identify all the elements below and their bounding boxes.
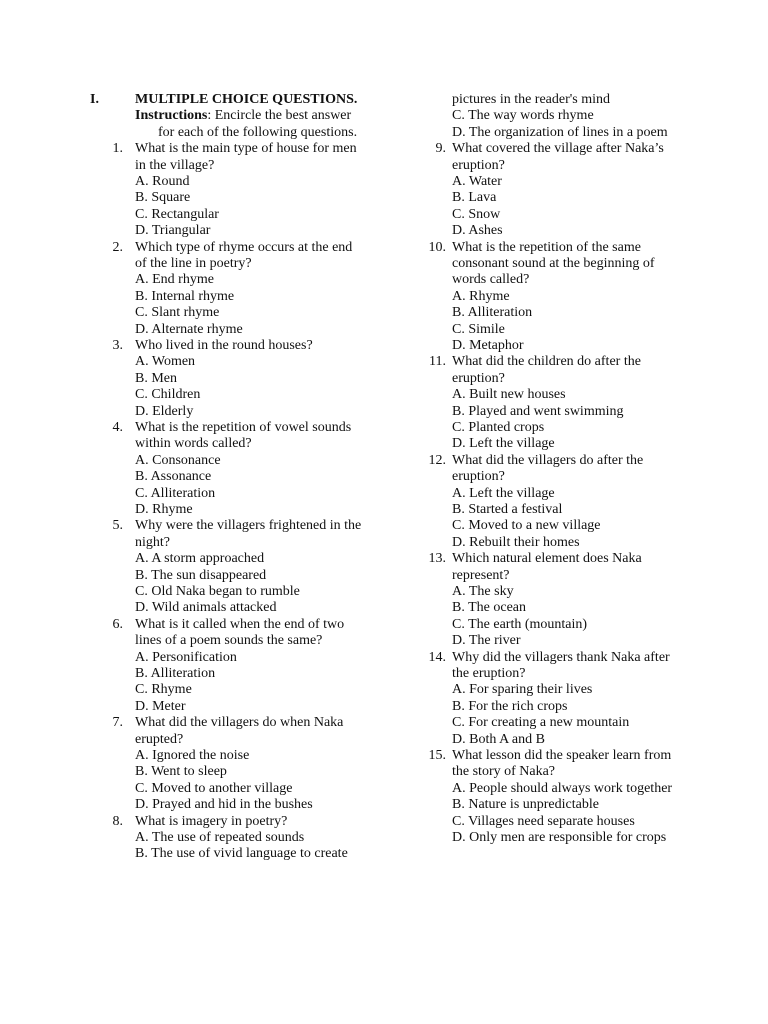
question-text: the eruption? (452, 666, 526, 681)
question-text: words called? (452, 272, 530, 288)
question-text: Who lived in the round houses? (135, 338, 313, 353)
answer-option: A. Ignored the noise (135, 748, 250, 763)
question-number: 12. (428, 452, 446, 468)
answer-option: A. Water (452, 174, 502, 189)
answer-option: A. For sparing their lives (452, 682, 593, 698)
answer-option: A. Round (135, 174, 190, 189)
question-number: 15. (428, 748, 446, 763)
question-text: represent? (452, 567, 510, 583)
answer-option: C. The way words rhyme (452, 108, 594, 124)
answer-option: C. Children (135, 387, 201, 403)
question-number: 1. (112, 141, 123, 157)
question-text: What is the repetition of the same (452, 239, 641, 255)
answer-option: C. Slant rhyme (135, 305, 220, 321)
answer-option: D. The organization of lines in a poem (452, 124, 668, 140)
answer-option: A. Rhyme (452, 288, 510, 304)
answer-option: B. Alliteration (452, 305, 533, 321)
answer-option: C. Snow (452, 206, 501, 222)
answer-option: D. Meter (135, 698, 186, 714)
answer-option: A. Built new houses (452, 387, 566, 403)
question-number: 9. (435, 141, 446, 157)
answer-option: B. The ocean (452, 600, 526, 616)
question-text: Which natural element does Naka (452, 551, 642, 567)
answer-option: A. A storm approached (135, 551, 265, 567)
answer-option: C. The earth (mountain) (452, 616, 588, 632)
question-text: What is the repetition of vowel sounds (135, 420, 352, 435)
answer-option: D. Ashes (452, 223, 503, 239)
question-text: What covered the village after Naka’s (452, 141, 664, 157)
question-number: 13. (428, 551, 446, 567)
question-number: 6. (112, 616, 123, 632)
answer-option: C. Moved to another village (135, 780, 293, 796)
question-text: within words called? (135, 436, 252, 452)
question-number: 2. (112, 239, 123, 255)
question-text: What is the main type of house for men (135, 141, 357, 157)
answer-option: A. People should always work together (452, 780, 673, 796)
answer-option: D. Rebuilt their homes (452, 534, 580, 550)
answer-option: C. Simile (452, 321, 505, 337)
question-text: Why did the villagers thank Naka after (452, 649, 670, 665)
answer-option: C. Planted crops (452, 420, 545, 435)
section-numeral: I. (90, 92, 99, 107)
answer-option: B. Square (135, 190, 191, 206)
question-text: consonant sound at the beginning of (452, 256, 655, 271)
question-text: of the line in poetry? (135, 256, 252, 271)
answer-option: C. Old Naka began to rumble (135, 584, 300, 599)
question-number: 8. (112, 813, 123, 829)
question-text: What did the children do after the (452, 354, 641, 370)
question-number: 3. (112, 338, 123, 353)
question-text: erupted? (135, 731, 184, 747)
question-text: What did the villagers do when Naka (135, 715, 344, 731)
answer-option: A. Personification (135, 649, 237, 665)
question-text: What lesson did the speaker learn from (452, 748, 672, 763)
question-number: 14. (428, 649, 446, 665)
question-number: 4. (112, 420, 123, 435)
question-text: Which type of rhyme occurs at the end (135, 239, 353, 255)
answer-option: A. Consonance (135, 452, 221, 468)
answer-option: B. Started a festival (452, 502, 563, 517)
question-text: pictures in the reader's mind (452, 92, 611, 107)
instructions (135, 108, 351, 124)
answer-option: B. Nature is unpredictable (452, 797, 599, 813)
answer-option: D. Wild animals attacked (135, 600, 277, 616)
answer-option: D. Both A and B (452, 731, 545, 747)
answer-option: D. Elderly (135, 403, 194, 419)
answer-option: D. Triangular (135, 223, 211, 239)
question-text: the story of Naka? (452, 764, 556, 780)
answer-option: B. Lava (452, 190, 497, 206)
answer-option: D. Prayed and hid in the bushes (135, 797, 313, 813)
question-text: Why were the villagers frightened in the (135, 518, 362, 534)
question-text: in the village? (135, 157, 215, 173)
answer-option: B. Assonance (135, 469, 212, 485)
question-text: eruption? (452, 469, 505, 485)
section-title: MULTIPLE CHOICE QUESTIONS. (135, 92, 358, 107)
answer-option: A. Left the village (452, 485, 555, 501)
instructions-continued: for each of the following questions. (158, 124, 358, 140)
question-text: What is imagery in poetry? (135, 813, 288, 829)
answer-option: D. Rhyme (135, 502, 193, 517)
answer-option: B. Men (135, 370, 177, 386)
question-number: 10. (428, 239, 446, 255)
answer-option: D. Only men are responsible for crops (452, 830, 667, 845)
answer-option: C. Rectangular (135, 206, 219, 222)
question-text: What is it called when the end of two (135, 616, 345, 632)
answer-option: D. Alternate rhyme (135, 321, 243, 337)
instructions-label: Instructions (135, 108, 208, 124)
answer-option: C. Rhyme (135, 682, 192, 698)
question-text: What did the villagers do after the (452, 452, 644, 468)
answer-option: B. Went to sleep (135, 764, 227, 780)
answer-option: B. The use of vivid language to create (135, 846, 348, 862)
answer-option: D. The river (452, 633, 521, 649)
answer-option: B. Alliteration (135, 666, 216, 681)
answer-option: C. For creating a new mountain (452, 715, 630, 731)
answer-option: D. Metaphor (452, 338, 524, 353)
answer-option: A. The use of repeated sounds (135, 830, 305, 845)
question-number: 7. (112, 715, 123, 731)
question-number: 11. (429, 354, 446, 370)
answer-option: D. Left the village (452, 436, 555, 452)
answer-option: B. Internal rhyme (135, 288, 235, 304)
answer-option: A. Women (135, 354, 196, 370)
question-text: lines of a poem sounds the same? (135, 633, 323, 649)
question-number: 5. (112, 518, 123, 534)
answer-option: B. For the rich crops (452, 698, 568, 714)
question-text: eruption? (452, 157, 505, 173)
answer-option: C. Villages need separate houses (452, 813, 635, 829)
question-text: night? (135, 534, 170, 550)
answer-option: C. Moved to a new village (452, 518, 601, 534)
answer-option: A. End rhyme (135, 272, 214, 288)
answer-option: B. Played and went swimming (452, 403, 624, 419)
instructions-text: : Encircle the best answer (207, 108, 352, 124)
answer-option: B. The sun disappeared (135, 567, 267, 583)
question-text: eruption? (452, 370, 505, 386)
answer-option: C. Alliteration (135, 485, 216, 501)
answer-option: A. The sky (452, 584, 514, 599)
